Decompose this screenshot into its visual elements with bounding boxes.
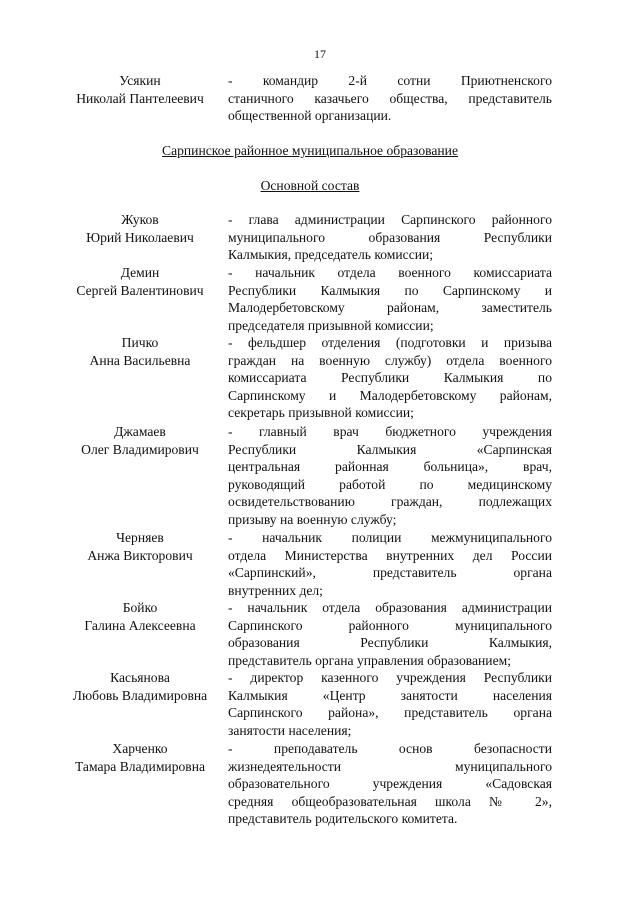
- member-given-names: Галина Алексеевна: [84, 617, 196, 633]
- member-given-names: Николай Пантелеевич: [76, 90, 204, 106]
- desc-line: представитель родительского комитета.: [228, 811, 458, 827]
- member-name: [52, 72, 228, 125]
- member-entry: [52, 529, 552, 599]
- member-given-names: Тамара Владимировна: [74, 758, 206, 774]
- desc-line: общественной организации.: [228, 108, 392, 124]
- desc-line: - начальник полиции межмуниципального: [228, 530, 552, 545]
- member-entry: [52, 264, 552, 334]
- member-given-names: Анна Васильевна: [89, 352, 191, 368]
- member-description: [228, 423, 552, 529]
- desc-line: руководящий работой по медицинскому: [228, 476, 552, 492]
- desc-line: председателя призывной комиссии;: [228, 317, 434, 333]
- member-description: [228, 264, 552, 334]
- member-entry: [52, 211, 552, 264]
- section-title: Сарпинское районное муниципальное образование: [162, 143, 458, 158]
- desc-line: Сарпинского районного муниципального: [228, 617, 552, 633]
- desc-line: внутренних дел;: [228, 582, 323, 598]
- member-given-names: Сергей Валентинович: [76, 282, 204, 298]
- member-surname: Касьянова: [110, 670, 170, 685]
- desc-line: представитель органа управления образованием;: [228, 652, 511, 668]
- desc-line: - фельдшер отделения (подготовки и призыва: [228, 335, 552, 350]
- member-given-names: Олег Владимирович: [81, 441, 199, 457]
- member-description: [228, 72, 552, 125]
- member-description: [228, 334, 552, 422]
- member-entry-top: [52, 72, 552, 125]
- member-entry: [52, 669, 552, 739]
- member-entry: [52, 599, 552, 669]
- member-name: [52, 669, 228, 739]
- desc-line: Калмыкия, председатель комиссии;: [228, 247, 434, 263]
- desc-line: - главный врач бюджетного учреждения: [228, 424, 552, 439]
- desc-line: станичного казачьего общества, представитель: [228, 90, 552, 106]
- member-name: [52, 264, 228, 334]
- page-number: 17: [314, 47, 326, 61]
- member-description: [228, 599, 552, 669]
- member-description: [228, 529, 552, 599]
- desc-line: Калмыкия «Центр занятости населения: [228, 687, 552, 703]
- desc-line: муниципального образования Республики: [228, 229, 552, 245]
- member-given-names: Анжа Викторович: [87, 547, 193, 563]
- desc-line: - начальник отдела образования администрации: [228, 600, 552, 615]
- member-given-names: Любовь Владимировна: [72, 687, 208, 703]
- member-surname: Пичко: [121, 335, 159, 350]
- member-entry: [52, 334, 552, 422]
- member-name: [52, 740, 228, 828]
- desc-line: Сарпинскому и Малодербетовскому районам,: [228, 387, 552, 403]
- member-given-names: Юрий Николаевич: [86, 229, 194, 245]
- member-name: [52, 599, 228, 669]
- desc-line: граждан на военную службу) отдела военного: [228, 352, 552, 368]
- member-name: [52, 423, 228, 529]
- member-description: [228, 211, 552, 264]
- member-name: [52, 334, 228, 422]
- desc-line: образовательного учреждения «Садовская: [228, 776, 552, 792]
- member-surname: Джамаев: [114, 424, 166, 439]
- desc-line: Сарпинского района», представитель органа: [228, 705, 552, 721]
- desc-line: секретарь призывной комиссии;: [228, 405, 414, 421]
- desc-line: - преподаватель основ безопасности: [228, 741, 552, 756]
- desc-line: «Сарпинский», представитель органа: [228, 565, 552, 581]
- subsection-title: Основной состав: [260, 178, 360, 193]
- desc-line: центральная районная больница», врач,: [228, 459, 552, 475]
- desc-line: - директор казенного учреждения Республики: [228, 670, 552, 685]
- member-surname: Бойко: [122, 600, 158, 615]
- member-surname: Жуков: [121, 212, 159, 227]
- member-description: [228, 669, 552, 739]
- desc-line: Республики Калмыкия по Сарпинскому и: [228, 282, 552, 298]
- member-surname: Черняев: [116, 530, 164, 545]
- member-surname: Усякин: [119, 73, 161, 88]
- desc-line: занятости населения;: [228, 722, 352, 738]
- desc-line: средняя общеобразовательная школа № 2»,: [228, 793, 552, 809]
- desc-line: призыву на военную службу;: [228, 511, 397, 527]
- desc-line: комиссариата Республики Калмыкия по: [228, 370, 552, 386]
- desc-line: Республики Калмыкия «Сарпинская: [228, 441, 552, 457]
- member-entry: [52, 423, 552, 529]
- desc-line: - начальник отдела военного комиссариата: [228, 265, 552, 280]
- member-entry: [52, 740, 552, 828]
- member-surname: Харченко: [112, 741, 168, 756]
- desc-line: освидетельствованию граждан, подлежащих: [228, 494, 552, 510]
- member-description: [228, 740, 552, 828]
- member-name: [52, 211, 228, 264]
- desc-line: жизнедеятельности муниципального: [228, 758, 552, 774]
- member-surname: Демин: [120, 265, 160, 280]
- desc-line: - глава администрации Сарпинского районного: [228, 212, 552, 227]
- member-name: [52, 529, 228, 599]
- desc-line: Малодербетовскому районам, заместитель: [228, 300, 552, 316]
- desc-line: - командир 2-й сотни Приютненского: [228, 73, 552, 88]
- desc-line: образования Республики Калмыкия,: [228, 635, 552, 651]
- desc-line: отдела Министерства внутренних дел России: [228, 547, 552, 563]
